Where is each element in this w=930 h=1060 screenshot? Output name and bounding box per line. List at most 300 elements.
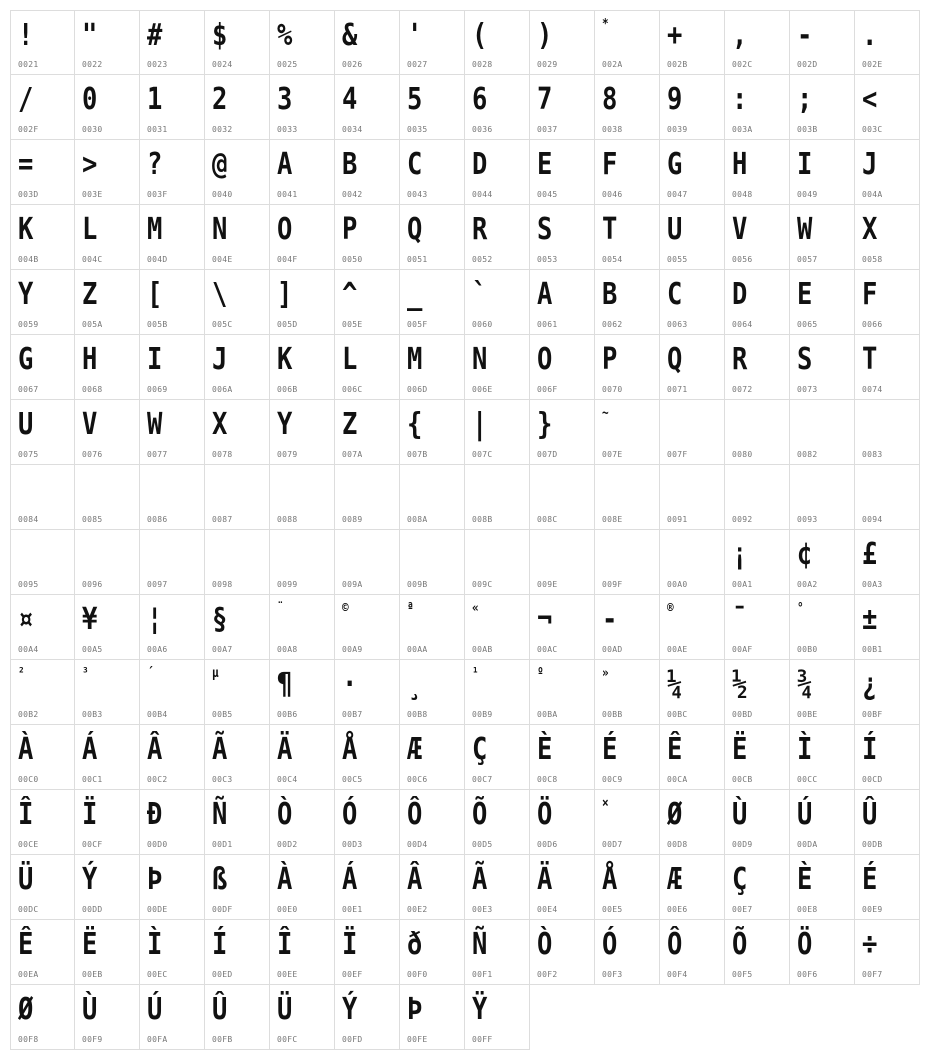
glyph-cell[interactable]: [205, 660, 270, 725]
glyph-cell[interactable]: [270, 790, 335, 855]
glyph-cell[interactable]: [595, 790, 660, 855]
glyph-cell[interactable]: [465, 790, 530, 855]
glyph-cell[interactable]: [205, 270, 270, 335]
glyph-cell[interactable]: [270, 595, 335, 660]
glyph-cell[interactable]: [400, 855, 465, 920]
glyph-sample: (: [472, 18, 487, 53]
glyph-sample: Å: [602, 862, 617, 897]
glyph-cell[interactable]: [855, 725, 920, 790]
glyph-cell[interactable]: [595, 595, 660, 660]
glyph-cell[interactable]: [725, 660, 790, 725]
codepoint-label: 006C: [342, 385, 363, 394]
glyph-cell[interactable]: [725, 465, 790, 530]
codepoint-label: 004E: [212, 255, 233, 264]
codepoint-label: 0079: [277, 450, 298, 459]
glyph-cell[interactable]: [400, 725, 465, 790]
glyph-cell[interactable]: [790, 400, 855, 465]
glyph-cell[interactable]: [595, 270, 660, 335]
glyph-sample: S: [537, 212, 552, 247]
glyph-cell[interactable]: [530, 335, 595, 400]
glyph-cell[interactable]: [790, 660, 855, 725]
glyph-cell[interactable]: [595, 855, 660, 920]
codepoint-label: 0095: [18, 580, 39, 589]
glyph-cell[interactable]: [790, 270, 855, 335]
codepoint-label: 0082: [797, 450, 818, 459]
glyph-cell[interactable]: [140, 140, 205, 205]
glyph-sample: ;: [797, 82, 812, 117]
glyph-cell[interactable]: [660, 790, 725, 855]
codepoint-label: 0069: [147, 385, 168, 394]
glyph-cell[interactable]: [790, 205, 855, 270]
glyph-cell[interactable]: [335, 10, 400, 75]
glyph-cell[interactable]: [465, 335, 530, 400]
glyph-cell[interactable]: [725, 75, 790, 140]
glyph-cell[interactable]: [660, 725, 725, 790]
codepoint-label: 00CE: [18, 840, 39, 849]
glyph-cell[interactable]: [725, 920, 790, 985]
glyph-cell[interactable]: [725, 140, 790, 205]
codepoint-label: 00EE: [277, 970, 298, 979]
glyph-cell[interactable]: [335, 985, 400, 1050]
glyph-sample: Ç: [732, 862, 747, 897]
glyph-cell[interactable]: [75, 595, 140, 660]
glyph-cell[interactable]: [335, 725, 400, 790]
glyph-cell[interactable]: [335, 270, 400, 335]
glyph-cell[interactable]: [465, 855, 530, 920]
glyph-cell[interactable]: [10, 660, 75, 725]
codepoint-label: 007C: [472, 450, 493, 459]
glyph-cell[interactable]: [725, 10, 790, 75]
glyph-cell[interactable]: [400, 335, 465, 400]
glyph-cell[interactable]: [595, 660, 660, 725]
glyph-cell[interactable]: [10, 530, 75, 595]
glyph-cell[interactable]: [400, 595, 465, 660]
glyph-cell[interactable]: [790, 335, 855, 400]
glyph-sample: ¶: [277, 667, 292, 702]
codepoint-label: 005F: [407, 320, 428, 329]
glyph-cell[interactable]: [75, 465, 140, 530]
glyph-cell[interactable]: [10, 205, 75, 270]
glyph-cell[interactable]: [790, 790, 855, 855]
glyph-cell[interactable]: [855, 400, 920, 465]
glyph-cell[interactable]: [140, 10, 205, 75]
glyph-cell[interactable]: [10, 75, 75, 140]
glyph-cell[interactable]: [595, 920, 660, 985]
glyph-cell[interactable]: [855, 335, 920, 400]
glyph-cell[interactable]: [530, 725, 595, 790]
glyph-cell[interactable]: [270, 465, 335, 530]
glyph-cell[interactable]: [75, 335, 140, 400]
glyph-cell[interactable]: [335, 530, 400, 595]
glyph-cell[interactable]: [660, 140, 725, 205]
codepoint-label: 0088: [277, 515, 298, 524]
glyph-cell[interactable]: [205, 75, 270, 140]
glyph-sample: Õ: [732, 927, 747, 962]
glyph-cell[interactable]: [400, 140, 465, 205]
glyph-cell[interactable]: [10, 10, 75, 75]
glyph-cell[interactable]: [140, 660, 205, 725]
glyph-cell[interactable]: [335, 595, 400, 660]
glyph-cell[interactable]: [855, 140, 920, 205]
glyph-cell[interactable]: [75, 725, 140, 790]
glyph-cell[interactable]: [75, 140, 140, 205]
codepoint-label: 0024: [212, 60, 233, 69]
codepoint-label: 0023: [147, 60, 168, 69]
glyph-cell[interactable]: [530, 920, 595, 985]
glyph-cell[interactable]: [75, 530, 140, 595]
glyph-cell[interactable]: [400, 660, 465, 725]
glyph-cell[interactable]: [270, 205, 335, 270]
glyph-sample: Û: [862, 797, 877, 832]
glyph-sample: W: [147, 407, 162, 442]
glyph-cell[interactable]: [10, 790, 75, 855]
glyph-cell[interactable]: [595, 10, 660, 75]
glyph-cell[interactable]: [725, 855, 790, 920]
glyph-cell[interactable]: [465, 985, 530, 1050]
glyph-cell[interactable]: [205, 10, 270, 75]
glyph-cell[interactable]: [790, 10, 855, 75]
glyph-sample: Î: [277, 927, 292, 962]
glyph-cell[interactable]: [75, 400, 140, 465]
glyph-cell[interactable]: [270, 270, 335, 335]
glyph-cell[interactable]: [465, 465, 530, 530]
glyph-cell[interactable]: [400, 530, 465, 595]
glyph-cell[interactable]: [530, 790, 595, 855]
glyph-sample: Ù: [732, 797, 747, 832]
glyph-cell[interactable]: [465, 530, 530, 595]
glyph-cell[interactable]: [270, 725, 335, 790]
glyph-cell[interactable]: [595, 335, 660, 400]
glyph-cell[interactable]: [205, 790, 270, 855]
glyph-cell[interactable]: [205, 400, 270, 465]
glyph-cell[interactable]: [790, 465, 855, 530]
glyph-sample: Â: [147, 732, 162, 767]
glyph-cell[interactable]: [725, 725, 790, 790]
glyph-cell[interactable]: [140, 920, 205, 985]
glyph-cell[interactable]: [270, 530, 335, 595]
glyph-cell[interactable]: [725, 335, 790, 400]
glyph-cell[interactable]: [660, 855, 725, 920]
codepoint-label: 009A: [342, 580, 363, 589]
glyph-cell[interactable]: [205, 985, 270, 1050]
glyph-cell[interactable]: [855, 530, 920, 595]
glyph-cell[interactable]: [400, 400, 465, 465]
codepoint-label: 008A: [407, 515, 428, 524]
glyph-cell[interactable]: [270, 855, 335, 920]
glyph-sample: 0: [82, 82, 97, 117]
glyph-cell[interactable]: [660, 660, 725, 725]
glyph-cell[interactable]: [400, 270, 465, 335]
codepoint-label: 0034: [342, 125, 363, 134]
glyph-cell[interactable]: [10, 400, 75, 465]
glyph-sample: ): [537, 18, 552, 53]
glyph-cell[interactable]: [465, 205, 530, 270]
glyph-cell[interactable]: [335, 140, 400, 205]
glyph-cell[interactable]: [335, 465, 400, 530]
glyph-cell[interactable]: [660, 920, 725, 985]
glyph-cell[interactable]: [790, 530, 855, 595]
glyph-cell[interactable]: [530, 595, 595, 660]
glyph-cell[interactable]: [335, 855, 400, 920]
codepoint-label: 00D2: [277, 840, 298, 849]
glyph-cell[interactable]: [10, 140, 75, 205]
glyph-cell[interactable]: [660, 595, 725, 660]
glyph-cell[interactable]: [205, 920, 270, 985]
glyph-cell[interactable]: [75, 270, 140, 335]
glyph-cell[interactable]: [660, 530, 725, 595]
glyph-cell[interactable]: [660, 400, 725, 465]
glyph-cell[interactable]: [270, 985, 335, 1050]
glyph-cell[interactable]: [205, 595, 270, 660]
codepoint-label: 00C6: [407, 775, 428, 784]
codepoint-label: 00E3: [472, 905, 493, 914]
glyph-cell[interactable]: [855, 660, 920, 725]
glyph-cell[interactable]: [75, 985, 140, 1050]
codepoint-label: 0063: [667, 320, 688, 329]
codepoint-label: 00DB: [862, 840, 883, 849]
glyph-cell[interactable]: [465, 725, 530, 790]
codepoint-label: 00A3: [862, 580, 883, 589]
charmap-grid: [10, 10, 920, 1050]
codepoint-label: 00D7: [602, 840, 623, 849]
glyph-cell[interactable]: [270, 335, 335, 400]
glyph-sample: ª: [407, 601, 413, 616]
glyph-cell[interactable]: [855, 465, 920, 530]
glyph-sample: ß: [212, 862, 227, 897]
glyph-cell[interactable]: [790, 140, 855, 205]
glyph-cell[interactable]: [270, 660, 335, 725]
glyph-cell[interactable]: [465, 400, 530, 465]
glyph-cell[interactable]: [205, 335, 270, 400]
glyph-cell[interactable]: [595, 75, 660, 140]
glyph-cell[interactable]: [855, 270, 920, 335]
glyph-cell[interactable]: [855, 75, 920, 140]
glyph-cell[interactable]: [270, 400, 335, 465]
glyph-cell[interactable]: [855, 205, 920, 270]
glyph-cell[interactable]: [335, 335, 400, 400]
glyph-cell[interactable]: [725, 790, 790, 855]
glyph-cell[interactable]: [660, 465, 725, 530]
glyph-cell[interactable]: [465, 140, 530, 205]
glyph-cell[interactable]: [790, 920, 855, 985]
glyph-cell[interactable]: [855, 920, 920, 985]
glyph-cell[interactable]: [140, 855, 205, 920]
glyph-cell[interactable]: [660, 335, 725, 400]
glyph-cell[interactable]: [335, 75, 400, 140]
glyph-cell[interactable]: [595, 205, 660, 270]
glyph-cell[interactable]: [75, 920, 140, 985]
glyph-sample: Î: [18, 797, 33, 832]
glyph-cell[interactable]: [75, 75, 140, 140]
glyph-sample: C: [667, 277, 682, 312]
glyph-cell[interactable]: [530, 140, 595, 205]
glyph-cell[interactable]: [530, 205, 595, 270]
glyph-cell[interactable]: [140, 530, 205, 595]
glyph-cell[interactable]: [140, 985, 205, 1050]
glyph-cell[interactable]: [400, 985, 465, 1050]
glyph-sample: ½: [732, 667, 747, 702]
glyph-cell[interactable]: [530, 465, 595, 530]
glyph-cell[interactable]: [75, 205, 140, 270]
codepoint-label: 00DD: [82, 905, 103, 914]
glyph-cell[interactable]: [140, 205, 205, 270]
glyph-cell[interactable]: [660, 10, 725, 75]
glyph-cell[interactable]: [725, 205, 790, 270]
glyph-sample: O: [537, 342, 552, 377]
glyph-cell[interactable]: [140, 465, 205, 530]
glyph-cell[interactable]: [335, 400, 400, 465]
codepoint-label: 0028: [472, 60, 493, 69]
glyph-cell[interactable]: [10, 270, 75, 335]
codepoint-label: 0089: [342, 515, 363, 524]
glyph-cell[interactable]: [725, 400, 790, 465]
glyph-cell[interactable]: [140, 400, 205, 465]
glyph-cell[interactable]: [205, 140, 270, 205]
glyph-cell[interactable]: [400, 790, 465, 855]
glyph-cell[interactable]: [140, 75, 205, 140]
glyph-cell[interactable]: [530, 270, 595, 335]
glyph-cell[interactable]: [595, 725, 660, 790]
glyph-cell[interactable]: [530, 530, 595, 595]
glyph-cell[interactable]: [10, 725, 75, 790]
codepoint-label: 0080: [732, 450, 753, 459]
glyph-cell[interactable]: [10, 855, 75, 920]
glyph-cell[interactable]: [335, 205, 400, 270]
glyph-cell[interactable]: [855, 855, 920, 920]
glyph-cell[interactable]: [270, 10, 335, 75]
glyph-cell[interactable]: [10, 920, 75, 985]
glyph-cell[interactable]: [725, 530, 790, 595]
glyph-sample: ¯: [732, 602, 747, 637]
codepoint-label: 00BD: [732, 710, 753, 719]
glyph-cell[interactable]: [465, 75, 530, 140]
glyph-cell[interactable]: [660, 75, 725, 140]
glyph-cell[interactable]: [595, 530, 660, 595]
codepoint-label: 00C0: [18, 775, 39, 784]
glyph-cell[interactable]: [660, 205, 725, 270]
glyph-cell[interactable]: [465, 10, 530, 75]
glyph-cell[interactable]: [595, 465, 660, 530]
glyph-sample: R: [472, 212, 487, 247]
codepoint-label: 007A: [342, 450, 363, 459]
codepoint-label: 00B5: [212, 710, 233, 719]
glyph-cell[interactable]: [140, 725, 205, 790]
glyph-sample: Ý: [342, 992, 357, 1027]
codepoint-label: 00E4: [537, 905, 558, 914]
glyph-cell[interactable]: [400, 205, 465, 270]
glyph-cell[interactable]: [465, 920, 530, 985]
glyph-cell[interactable]: [530, 855, 595, 920]
codepoint-label: 00E8: [797, 905, 818, 914]
glyph-cell[interactable]: [270, 75, 335, 140]
glyph-cell[interactable]: [75, 10, 140, 75]
codepoint-label: 00B4: [147, 710, 168, 719]
glyph-cell[interactable]: [140, 595, 205, 660]
glyph-cell[interactable]: [10, 985, 75, 1050]
glyph-cell[interactable]: [595, 140, 660, 205]
codepoint-label: 00B9: [472, 710, 493, 719]
glyph-cell[interactable]: [75, 790, 140, 855]
codepoint-label: 00A4: [18, 645, 39, 654]
codepoint-label: 00DE: [147, 905, 168, 914]
glyph-cell[interactable]: [465, 595, 530, 660]
codepoint-label: 00CC: [797, 775, 818, 784]
glyph-cell[interactable]: [205, 465, 270, 530]
glyph-cell[interactable]: [205, 530, 270, 595]
glyph-cell[interactable]: [270, 140, 335, 205]
glyph-cell[interactable]: [660, 270, 725, 335]
glyph-cell[interactable]: [75, 660, 140, 725]
glyph-cell[interactable]: [205, 725, 270, 790]
glyph-cell[interactable]: [530, 10, 595, 75]
glyph-cell[interactable]: [10, 335, 75, 400]
glyph-cell[interactable]: [530, 660, 595, 725]
glyph-cell[interactable]: [400, 465, 465, 530]
glyph-sample: ¬: [537, 602, 552, 637]
glyph-cell[interactable]: [140, 790, 205, 855]
glyph-sample: V: [732, 212, 747, 247]
codepoint-label: 0025: [277, 60, 298, 69]
glyph-cell[interactable]: [205, 205, 270, 270]
glyph-sample: J: [862, 147, 877, 182]
codepoint-label: 005C: [212, 320, 233, 329]
glyph-cell[interactable]: [10, 465, 75, 530]
glyph-sample: _: [407, 277, 422, 312]
glyph-cell[interactable]: [530, 75, 595, 140]
glyph-cell[interactable]: [400, 920, 465, 985]
glyph-cell[interactable]: [790, 855, 855, 920]
glyph-cell[interactable]: [335, 920, 400, 985]
glyph-sample: A: [277, 147, 292, 182]
glyph-cell[interactable]: [790, 595, 855, 660]
glyph-sample: Ë: [82, 927, 97, 962]
glyph-cell[interactable]: [855, 595, 920, 660]
glyph-cell[interactable]: [400, 10, 465, 75]
codepoint-label: 0043: [407, 190, 428, 199]
glyph-cell[interactable]: [855, 790, 920, 855]
glyph-sample: ®: [667, 601, 673, 616]
glyph-cell[interactable]: [270, 920, 335, 985]
glyph-sample: Ð: [147, 797, 162, 832]
glyph-cell[interactable]: [335, 660, 400, 725]
glyph-cell[interactable]: [400, 75, 465, 140]
glyph-cell[interactable]: [140, 270, 205, 335]
glyph-cell[interactable]: [790, 725, 855, 790]
codepoint-label: 0049: [797, 190, 818, 199]
codepoint-label: 009E: [537, 580, 558, 589]
glyph-cell[interactable]: [465, 270, 530, 335]
codepoint-label: 0052: [472, 255, 493, 264]
glyph-cell[interactable]: [140, 335, 205, 400]
glyph-cell[interactable]: [205, 855, 270, 920]
codepoint-label: 0074: [862, 385, 883, 394]
glyph-cell[interactable]: [75, 855, 140, 920]
glyph-cell[interactable]: [335, 790, 400, 855]
glyph-cell[interactable]: [855, 10, 920, 75]
codepoint-label: 0094: [862, 515, 883, 524]
codepoint-label: 0036: [472, 125, 493, 134]
glyph-sample: A: [537, 277, 552, 312]
glyph-sample: P: [342, 212, 357, 247]
glyph-cell[interactable]: [465, 660, 530, 725]
glyph-cell[interactable]: [725, 595, 790, 660]
glyph-cell[interactable]: [530, 400, 595, 465]
glyph-cell[interactable]: [10, 595, 75, 660]
glyph-cell[interactable]: [790, 75, 855, 140]
glyph-cell[interactable]: [725, 270, 790, 335]
glyph-sample: K: [18, 212, 33, 247]
glyph-cell[interactable]: [595, 400, 660, 465]
